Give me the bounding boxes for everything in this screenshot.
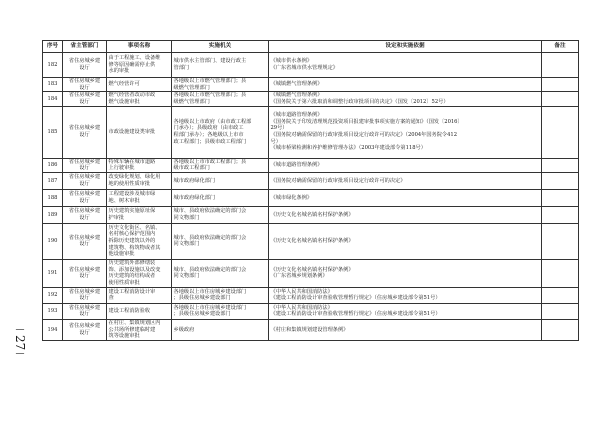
cell-implementing-agency [172,78,269,92]
cell-item-name [107,303,172,319]
cell-item-name-line: 历史文化街区、名镇、 [108,224,161,231]
cell-implementing-agency-line: 管部门 [173,65,190,71]
cell-implementing-agency-line: 同文物部门 [173,214,200,221]
cell-legal-basis-line: 《城市绿化条例》 [270,194,313,201]
table-row [43,172,579,189]
table-row [43,92,579,106]
table-row [43,206,579,223]
cell-department-line: 设厅 [79,329,90,336]
cell-implementing-agency-line: ；县级住房城乡建设部门 [173,295,231,302]
cell-serial-number: 190 [43,223,63,259]
cell-department [63,287,107,303]
cell-implementing-agency [172,106,269,158]
cell-item-name [107,319,172,340]
cell-legal-basis-line: 《城市供水条例》 [270,58,313,65]
cell-item-name-line: 地、树木审批 [108,197,140,204]
header-remarks: 备注 [542,41,579,53]
cell-item-name-line: 历史建筑外部修缮装 [108,260,156,267]
cell-implementing-agency [172,319,269,340]
table-row [43,158,579,172]
cell-item-name-line: 在村庄、集镇规划区内 [108,319,161,326]
cell-item-name-line: 建筑物、构筑物或者其 [108,244,161,251]
cell-implementing-agency-line: 城市、县政府依法确定的部门会 [173,208,247,215]
cell-item-name [107,206,172,223]
page-number-dash-bottom: — [15,349,25,360]
cell-item-name [107,78,172,92]
header-legal-basis: 设定和实施依据 [269,41,542,53]
cell-department-line: 设厅 [79,214,90,221]
cell-department-line: 省住房城乡建 [68,125,101,132]
cell-item-name-line: 由于工程施工、设备维 [108,55,161,62]
cell-implementing-agency-line: 级燃气管理部门 [173,98,210,105]
cell-item-name-line: 筑等设施审批 [108,333,140,340]
table-row [43,78,579,92]
cell-implementing-agency-line: 各地级以上市市政工程部门；县 [173,158,247,165]
cell-legal-basis-line: 29号） [270,125,288,132]
cell-implementing-agency-line: 级市政工程部门 [173,165,210,172]
cell-legal-basis-line: 《城镇燃气管理条例》 [270,81,323,88]
cell-department-line: 设厅 [79,165,90,172]
cell-legal-basis [269,206,542,223]
cell-item-name [107,53,172,78]
cell-implementing-agency-line: 各地级以上市燃气管理部门；县 [173,92,247,99]
cell-department-line: 省住房城乡建 [68,234,101,241]
cell-legal-basis-line: 《广东省城市供水管理规定》 [270,65,338,71]
cell-legal-basis [269,92,542,106]
cell-department [63,189,107,206]
cell-legal-basis-line: 《城市道路管理条例》 [270,161,323,168]
cell-legal-basis-line: 《城市桥梁检测和养护维修管理办法》（2003年建设部令第118号） [270,145,426,152]
cell-department [63,78,107,92]
cell-department [63,303,107,319]
cell-implementing-agency [172,287,269,303]
cell-item-name-line: 饰、添加设施以及改变 [108,266,161,273]
cell-department-line: 设厅 [79,65,90,71]
cell-legal-basis-line: 《广东省城乡规划条例》 [270,273,328,280]
cell-item-name-line: 燃气经营许可 [108,81,140,88]
cell-serial-number: 184 [43,92,63,106]
cell-implementing-agency-line: 级燃气管理部门 [173,84,210,91]
cell-legal-basis [269,303,542,319]
cell-implementing-agency-line: 各地级以上市政府（由市政工程部 [173,118,252,125]
cell-serial-number: 189 [43,206,63,223]
cell-item-name-line: 护审批 [108,214,125,221]
cell-department-line: 设厅 [79,241,90,248]
cell-legal-basis-line: 《国务院对确需保留的行政审批项目设定行政许可的决定》 [270,177,406,184]
table-row [43,189,579,206]
table-body [43,53,579,341]
cell-item-name [107,172,172,189]
cell-legal-basis [269,223,542,259]
cell-department-line: 省住房城乡建 [68,191,101,198]
header-serial-number: 序号 [43,41,63,53]
cell-item-name-line: 拆除历史建筑以外的 [108,238,156,245]
cell-item-name-line: 上行驶审批 [108,165,135,172]
cell-item-name-line: 建设工程消防设计审 [108,288,156,295]
table-row [43,106,579,158]
cell-remarks [542,106,579,158]
cell-department [63,172,107,189]
cell-department [63,158,107,172]
cell-item-name [107,259,172,287]
table-header-row [43,41,579,53]
cell-serial-number: 183 [43,78,63,92]
cell-remarks [542,78,579,92]
cell-serial-number: 191 [43,259,63,287]
cell-remarks [542,319,579,340]
cell-department-line: 省住房城乡建 [68,288,101,295]
page-number [14,326,26,359]
cell-department-line: 省住房城乡建 [68,58,101,65]
cell-item-name-line: 他设施审批 [108,251,135,258]
cell-remarks [542,158,579,172]
cell-implementing-agency-line: 城市政府绿化部门 [173,177,216,184]
cell-legal-basis [269,189,542,206]
cell-department-line: 省住房城乡建 [68,174,101,181]
cell-legal-basis-line: 号） [270,138,281,145]
cell-department [63,106,107,158]
cell-department-line: 设厅 [79,295,90,302]
cell-serial-number: 192 [43,287,63,303]
cell-implementing-agency-line: 各地级以上市住房城乡建设部门 [173,304,247,311]
cell-item-name-line: 修等原因确需停止供 [108,61,156,68]
cell-item-name [107,287,172,303]
cell-legal-basis [269,287,542,303]
cell-department [63,223,107,259]
cell-item-name [107,223,172,259]
cell-remarks [542,172,579,189]
table-row [43,259,579,287]
cell-implementing-agency [172,158,269,172]
cell-implementing-agency-line: 同文物部门 [173,273,200,280]
cell-item-name [107,92,172,106]
cell-serial-number: 194 [43,319,63,340]
cell-legal-basis-line: 《中华人民共和国消防法》 [270,304,333,311]
page-number-dash-top: — [15,325,25,335]
cell-department-line: 省住房城乡建 [68,323,101,330]
cell-legal-basis [269,172,542,189]
cell-department-line: 省住房城乡建 [68,266,101,273]
header-implementing-agency: 实施机关 [172,41,269,53]
cell-implementing-agency-line: ；县级住房城乡建设部门 [173,311,231,318]
cell-legal-basis-line: 《国务院关于第六批取消和调整行政审批项目的决定》（国发〔2012〕52号） [270,98,449,105]
cell-legal-basis-line: 《城镇燃气管理条例》 [270,92,323,99]
cell-item-name [107,158,172,172]
cell-implementing-agency [172,92,269,106]
cell-legal-basis-line: 《城市道路管理条例》 [270,112,323,119]
table-row [43,53,579,78]
cell-implementing-agency [172,172,269,189]
cell-serial-number: 185 [43,106,63,158]
cell-implementing-agency-line: 门承办）；县级政府（由市政工 [173,125,244,132]
cell-item-name-line: 工程建设涉及城市绿 [108,191,156,198]
cell-implementing-agency [172,206,269,223]
cell-item-name-line: 燃气设施审批 [108,98,140,105]
cell-legal-basis-line: 《历史文化名城名镇名村保护条例》 [270,211,354,218]
cell-item-name-line: 水的审批 [108,68,130,75]
cell-serial-number: 193 [43,303,63,319]
cell-item-name-line: 历史建筑实施原址保 [108,208,156,215]
cell-implementing-agency-line: 城市政府绿化部门 [173,194,216,201]
cell-implementing-agency-line: 程部门承办）；各地级以上市市 [173,132,244,139]
cell-serial-number: 186 [43,158,63,172]
cell-department-line: 设厅 [79,197,90,204]
cell-department [63,92,107,106]
table-row [43,223,579,259]
cell-item-name-line: 建设工程消防验收 [108,308,151,315]
cell-legal-basis-line: 《国务院关于印发清理规范投资项目报建审批事项实施方案的通知》（国发〔2016〕 [270,118,463,125]
header-department: 省主管部门 [63,41,107,53]
cell-implementing-agency-line: 城市、县政府依法确定的部门会 [173,266,247,273]
cell-item-name-line: 特殊车辆在城市道路 [108,158,156,165]
cell-remarks [542,223,579,259]
cell-implementing-agency [172,259,269,287]
cell-legal-basis [269,158,542,172]
cell-implementing-agency [172,53,269,78]
cell-implementing-agency-line: 同文物部门 [173,241,200,248]
approval-items-table [42,40,579,341]
cell-implementing-agency-line: 各地级以上市燃气管理部门；县 [173,78,247,84]
cell-item-name-line: 公共场所修建临时建 [108,326,156,333]
cell-legal-basis [269,319,542,340]
table-row [43,287,579,303]
cell-legal-basis [269,53,542,78]
cell-serial-number: 188 [43,189,63,206]
cell-department-line: 省住房城乡建 [68,92,101,99]
cell-remarks [542,303,579,319]
cell-department-line: 省住房城乡建 [68,304,101,311]
cell-item-name-line: 名村核心保护范围内 [108,231,156,238]
cell-legal-basis [269,78,542,92]
cell-serial-number: 187 [43,172,63,189]
page-number-value: 27 [13,335,27,351]
cell-remarks [542,259,579,287]
cell-department [63,53,107,78]
cell-item-name-line: 历史建筑的结构或者 [108,273,156,280]
cell-item-name [107,189,172,206]
cell-remarks [542,53,579,78]
cell-remarks [542,206,579,223]
cell-item-name-line: 查 [108,295,114,302]
cell-legal-basis [269,106,542,158]
cell-remarks [542,189,579,206]
table-row [43,303,579,319]
cell-department-line: 设厅 [79,98,90,105]
cell-department-line: 设厅 [79,180,90,187]
cell-department [63,259,107,287]
cell-item-name [107,106,172,158]
cell-remarks [542,92,579,106]
cell-item-name-line: 地的使用性质审批 [108,180,151,187]
cell-implementing-agency-line: 各地级以上市住房城乡建设部门 [173,288,247,295]
cell-department [63,206,107,223]
cell-implementing-agency-line: 乡级政府 [173,326,195,333]
cell-legal-basis [269,259,542,287]
cell-department-line: 设厅 [79,84,90,91]
cell-implementing-agency-line: 城市供水主管部门、建设行政主 [173,58,247,65]
cell-implementing-agency-line: 城市、县政府依法确定的部门会 [173,234,247,241]
cell-department-line: 省住房城乡建 [68,78,101,84]
cell-legal-basis-line: 《村庄和集镇规划建设管理条例》 [270,326,349,333]
cell-department-line: 省住房城乡建 [68,208,101,215]
cell-legal-basis-line: 《建设工程消防设计审查验收管理暂行规定》（住房城乡建设部令第51号） [270,311,441,318]
cell-implementing-agency [172,189,269,206]
cell-legal-basis-line: 《历史文化名城名镇名村保护条例》 [270,238,354,245]
table-row [43,319,579,340]
cell-item-name-line: 改变绿化规划、绿化用 [108,174,161,181]
cell-item-name-line: 市政设施建设类审批 [108,128,156,135]
cell-department-line: 省住房城乡建 [68,158,101,165]
cell-department-line: 设厅 [79,311,90,318]
cell-serial-number: 182 [43,53,63,78]
cell-legal-basis-line: 《中华人民共和国消防法》 [270,288,333,295]
cell-department-line: 设厅 [79,273,90,280]
cell-item-name-line: 燃气经营者改动市政 [108,92,156,99]
cell-legal-basis-line: 《建设工程消防设计审查验收管理暂行规定》（住房城乡建设部令第51号） [270,295,441,302]
cell-item-name-line: 使用性质审批 [108,280,140,287]
cell-legal-basis-line: 《历史文化名城名镇名村保护条例》 [270,266,354,273]
cell-department [63,319,107,340]
cell-department-line: 设厅 [79,132,90,139]
cell-remarks [542,287,579,303]
cell-implementing-agency [172,303,269,319]
cell-implementing-agency-line: 政工程部门；县级市政工程部门 [173,138,247,145]
cell-implementing-agency [172,223,269,259]
header-item-name: 事项名称 [107,41,172,53]
cell-legal-basis-line: 《国务院对确需保留的行政审批项目设定行政许可的决定》（2004年国务院令412 [270,132,458,139]
